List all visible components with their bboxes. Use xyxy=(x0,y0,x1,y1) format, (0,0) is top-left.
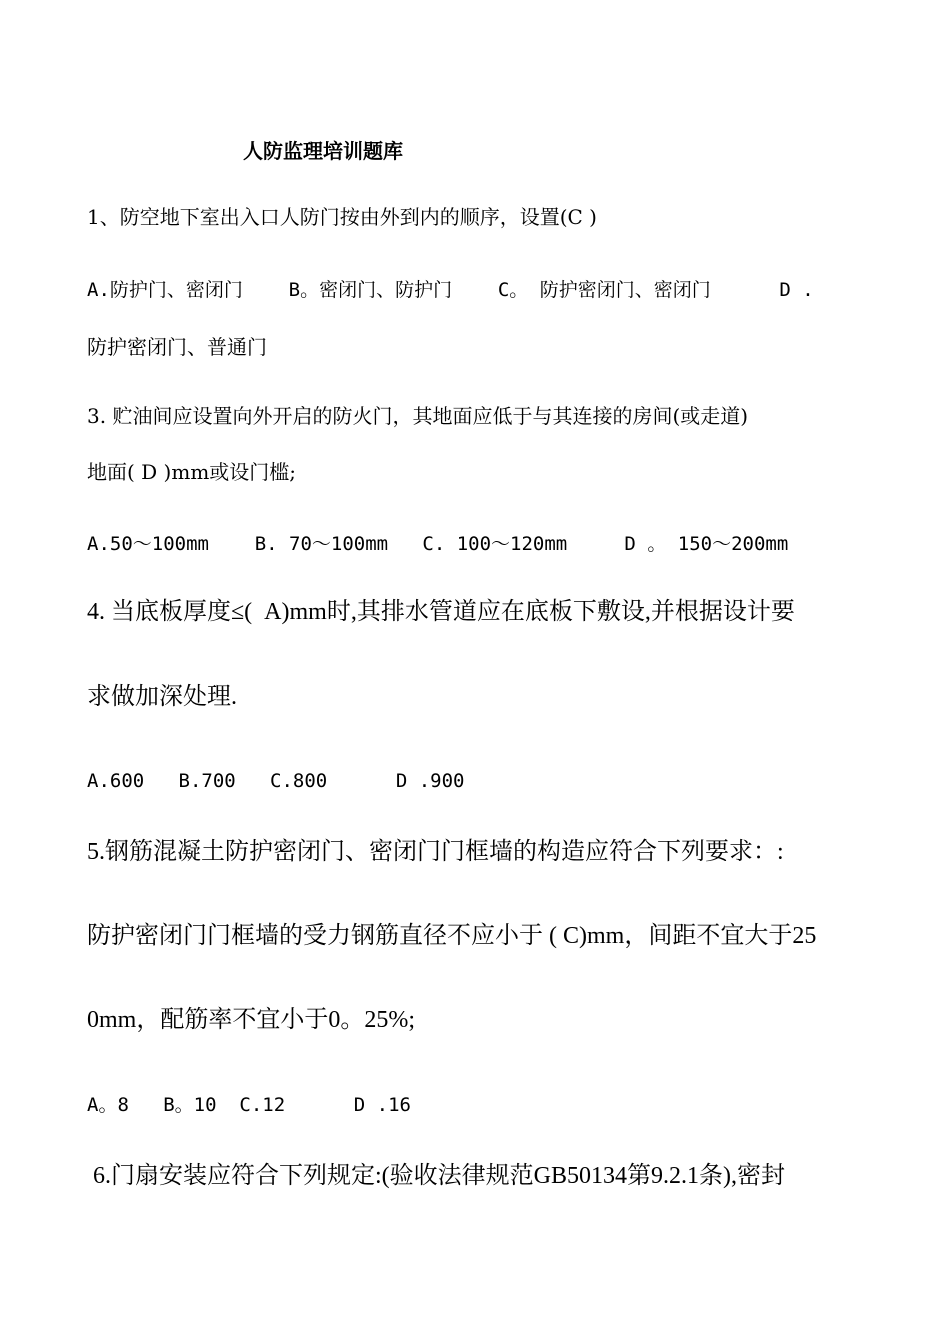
question-1-options: A.防护门、密闭门 B。密闭门、防护门 C。 防护密闭门、密闭门 D . xyxy=(87,279,814,301)
question-4-text-continued: 求做加深处理. xyxy=(87,684,237,710)
question-5-options: A。8 B。10 C.12 D .16 xyxy=(87,1094,411,1116)
question-4-text: 4. 当底板厚度≤( A)mm时,其排水管道应在底板下敷设,并根据设计要 xyxy=(87,599,795,625)
question-5-text-continued-2: 0mm，配筋率不宜小于0。25%; xyxy=(87,1007,415,1033)
question-1-text: 1、防空地下室出入口人防门按由外到内的顺序，设置(C ) xyxy=(87,205,597,229)
document-title: 人防监理培训题库 xyxy=(243,139,403,163)
question-1-options-continued: 防护密闭门、普通门 xyxy=(87,335,267,359)
question-6-text: 6.门扇安装应符合下列规定:(验收法律规范GB50134第9.2.1条),密封 xyxy=(87,1163,785,1189)
question-4-options: A.600 B.700 C.800 D .900 xyxy=(87,770,465,792)
question-5-text-continued: 防护密闭门门框墙的受力钢筋直径不应小于 ( C)mm，间距不宜大于25 xyxy=(87,923,817,949)
question-3-text: 3. 贮油间应设置向外开启的防火门，其地面应低于与其连接的房间(或走道) xyxy=(87,404,749,428)
question-3-text-continued: 地面( D )mm或设门槛; xyxy=(87,460,297,484)
question-3-options: A.50～100mm B. 70～100mm C. 100～120mm D 。 150～200mm xyxy=(87,533,789,555)
question-5-text: 5.钢筋混凝土防护密闭门、密闭门门框墙的构造应符合下列要求：: xyxy=(87,839,784,865)
